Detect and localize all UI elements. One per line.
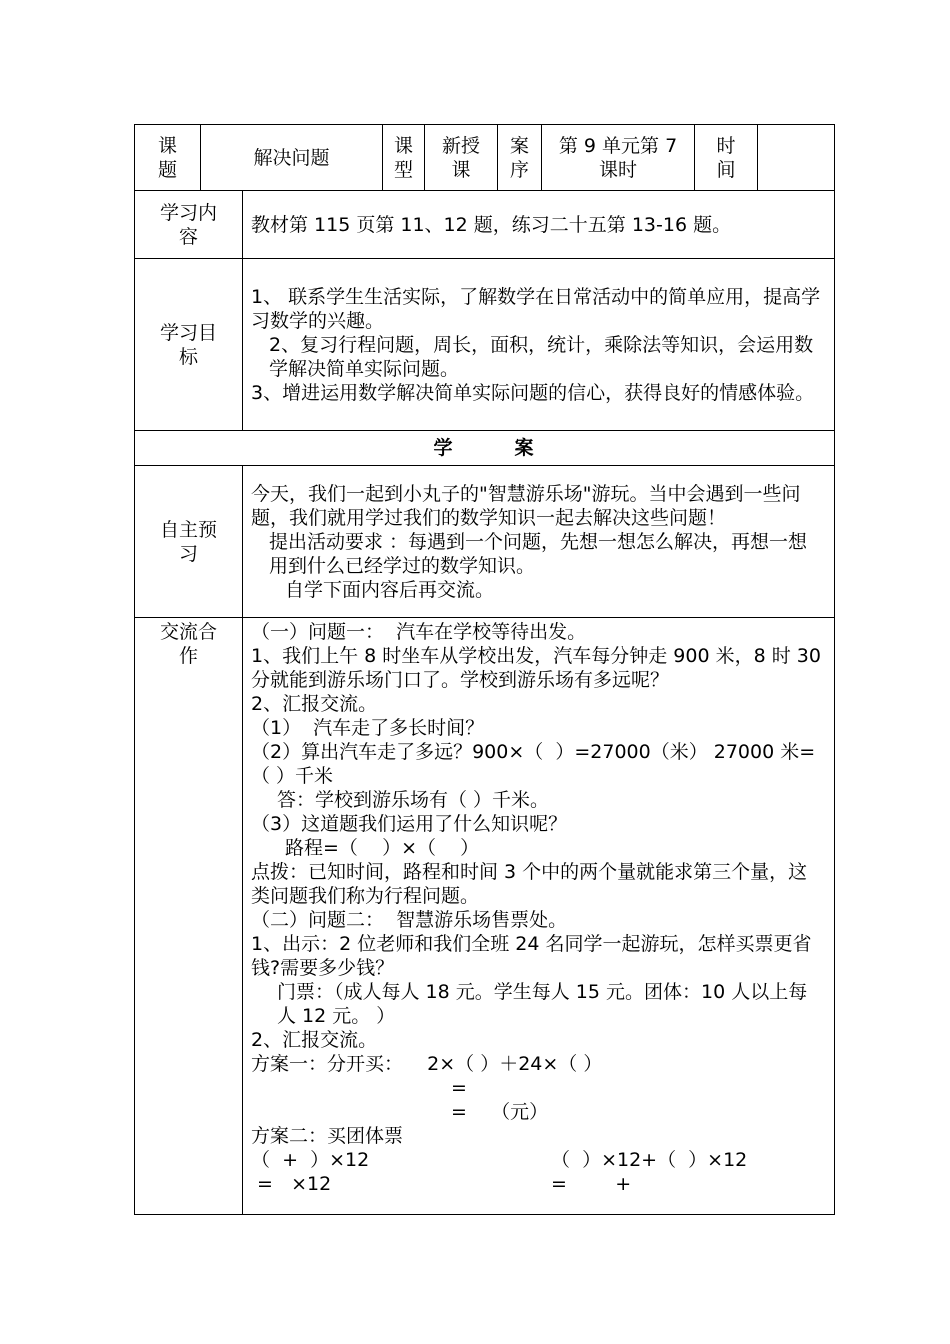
plan2-row-2 xyxy=(251,1172,826,1196)
exchange-line: 1、我们上午 8 时坐车从学校出发，汽车每分钟走 900 米，8 时 30 分就能到游乐场门口了。学校到游乐场有多远呢？ xyxy=(251,645,827,691)
goal-line-1: 1、 联系学生生活实际，了解数学在日常活动中的简单应用，提高学习数学的兴趣。 xyxy=(251,285,821,332)
plan2-right-2: = + xyxy=(551,1173,632,1195)
exchange-line: 方案二：买团体票 xyxy=(251,1125,404,1147)
exchange-line: （二）问题二： 智慧游乐场售票处。 xyxy=(251,909,568,931)
exchange-line: 2、汇报交流。 xyxy=(251,1029,378,1051)
goals-label: 学习目 标 xyxy=(135,259,243,431)
exchange-line: 门票：（成人每人 18 元。学生每人 15 元。团体：10 人以上每人 12 元。 ） xyxy=(277,981,808,1027)
goals-row xyxy=(135,259,835,431)
order-value: 第 9 单元第 7 课时 xyxy=(542,125,695,191)
type-value: 新授 课 xyxy=(425,125,498,191)
topic-value: 解决问题 xyxy=(201,125,383,191)
exchange-line: （1） 汽车走了多长时间？ xyxy=(251,717,485,739)
section-heading-row xyxy=(135,431,835,466)
exchange-line: 答：学校到游乐场有（ ）千米。 xyxy=(277,789,550,811)
content-label: 学习内 容 xyxy=(135,191,243,259)
exchange-line: 方案一：分开买： 2×（ ）＋24×（ ） xyxy=(251,1053,603,1075)
type-label: 课 型 xyxy=(383,125,425,191)
exchange-row xyxy=(135,618,835,1215)
exchange-line: （3）这道题我们运用了什么知识呢？ xyxy=(251,813,568,835)
preview-row xyxy=(135,466,835,618)
exchange-line: （一）问题一： 汽车在学校等待出发。 xyxy=(251,621,587,643)
preview-label: 自主预 习 xyxy=(135,466,243,618)
order-label: 案 序 xyxy=(498,125,542,191)
goal-line-3: 3、增进运用数学解决简单实际问题的信心，获得良好的情感体验。 xyxy=(251,381,815,404)
exchange-label: 交流合 作 xyxy=(135,618,243,1215)
plan2-left-2: = ×12 xyxy=(251,1173,332,1195)
section-heading: 学 案 xyxy=(135,431,835,466)
preview-line-2: 提出活动要求 ：每遇到一个问题，先想一想怎么解决，再想一想用到什么已经学过的数学知识。 xyxy=(269,530,808,577)
header-row xyxy=(135,125,835,191)
exchange-text xyxy=(243,618,835,1215)
exchange-line: 点拨：已知时间，路程和时间 3 个中的两个量就能求第三个量，这类问题我们称为行程问题。 xyxy=(251,861,808,907)
exchange-line: = （元） xyxy=(451,1101,549,1123)
exchange-line: （2）算出汽车走了多远？900×（ ）=27000（米） 27000 米=（ ）千米 xyxy=(251,741,816,787)
time-value xyxy=(758,125,835,191)
topic-label: 课 题 xyxy=(135,125,201,191)
preview-text xyxy=(243,466,835,618)
content-row xyxy=(135,191,835,259)
content-text: 教材第 115 页第 11、12 题，练习二十五第 13-16 题。 xyxy=(243,191,835,259)
time-label: 时 间 xyxy=(695,125,758,191)
goal-line-2: 2、复习行程问题，周长，面积，统计，乘除法等知识，会运用数学解决简单实际问题。 xyxy=(269,333,814,380)
preview-line-1: 今天，我们一起到小丸子的"智慧游乐场"游玩。当中会遇到一些问题，我们就用学过我们的数学知识一起去解决这些问题！ xyxy=(251,482,801,529)
plan2-right-1: （ ）×12+（ ）×12 xyxy=(551,1149,748,1171)
exchange-line: 1、出示：2 位老师和我们全班 24 名同学一起游玩，怎样买票更省钱?需要多少钱？ xyxy=(251,933,812,979)
preview-line-3: 自学下面内容后再交流。 xyxy=(285,578,495,601)
exchange-line: 2、汇报交流。 xyxy=(251,693,378,715)
lesson-plan-table xyxy=(134,124,835,1215)
goals-text xyxy=(243,259,835,431)
plan2-row-1 xyxy=(251,1148,826,1172)
exchange-line: = xyxy=(451,1077,467,1099)
plan2-left-1: （ + ）×12 xyxy=(251,1149,370,1171)
exchange-line: 路程=（ ）×（ ） xyxy=(285,837,480,859)
